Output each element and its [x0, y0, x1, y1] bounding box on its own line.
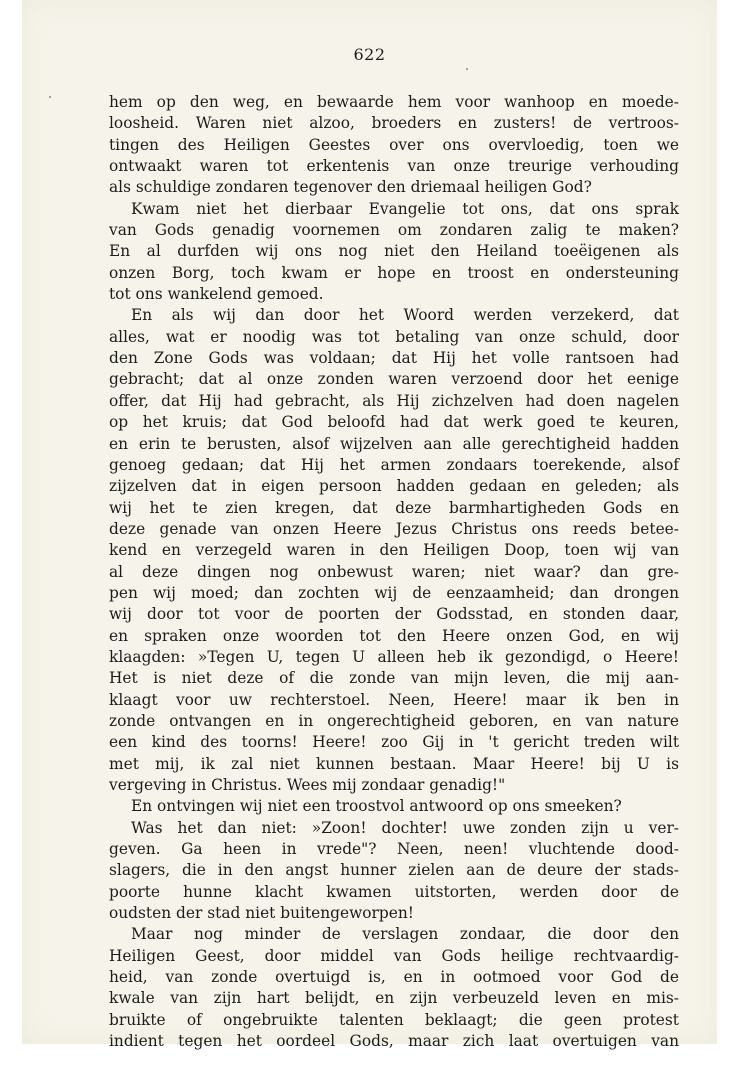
text-line: En al durfden wij ons nog niet den Heiland toeëigenen als: [109, 242, 679, 261]
text-line: alles, wat er noodig was tot betaling van onze schuld, door: [109, 327, 679, 346]
text-line: Het is niet deze of die zonde van mijn leven, die mij aan-: [109, 669, 679, 688]
text-line: slagers, die in den angst hunner zielen aan de deure der stads-: [109, 861, 679, 880]
text-line: klaagt voor uw rechterstoel. Neen, Heere! maar ik ben in: [109, 690, 679, 709]
text-line: Heiligen Geest, door middel van Gods heilige rechtvaardig-: [109, 946, 679, 965]
page-number: 622: [353, 45, 386, 64]
text-line: Kwam niet het dierbaar Evangelie tot ons, dat ons sprak: [131, 199, 679, 218]
text-line: tot ons wankelend gemoed.: [109, 285, 324, 304]
text-line: deze genade van onzen Heere Jezus Christus ons reeds betee-: [109, 519, 679, 538]
book-page: [22, 0, 717, 1051]
text-line: indient tegen het oordeel Gods, maar zich laat overtuigen van: [109, 1032, 679, 1051]
paper-speck: [49, 96, 51, 98]
text-line: wij door tot voor de poorten der Godsstad, en stonden daar,: [109, 605, 679, 624]
text-line: op het kruis; dat God beloofd had dat werk goed te keuren,: [109, 413, 679, 432]
text-line: onzen Borg, toch kwam er hope en troost en ondersteuning: [109, 263, 679, 282]
text-line: gebracht; dat al onze zonden waren verzoend door het eenige: [109, 370, 679, 389]
text-line: En ontvingen wij niet een troostvol antwoord op ons smeeken?: [131, 797, 622, 816]
text-line: kend en verzegeld waren in den Heiligen Doop, toen wij van: [109, 541, 679, 560]
text-line: en spraken onze woorden tot den Heere onzen God, en wij: [109, 626, 679, 645]
text-line: van Gods genadig voornemen om zondaren zalig te maken?: [109, 221, 679, 240]
body-text: [109, 92, 679, 1052]
text-line: poorte hunne klacht kwamen uitstorten, werden door de: [109, 882, 679, 901]
text-line: genoeg gedaan; dat Hij het armen zondaars toerekende, alsof: [109, 455, 679, 474]
text-line: zonde ontvangen en in ongerechtigheid geboren, en van nature: [109, 711, 679, 730]
text-line: hem op den weg, en bewaarde hem voor wanhoop en moede-: [109, 93, 679, 111]
text-line: oudsten der stad niet buitengeworpen!: [109, 904, 414, 923]
text-line: loosheid. Waren niet alzoo, broeders en zusters! de vertroos-: [109, 114, 679, 133]
text-line: ontwaakt waren tot erkentenis van onze treurige verhouding: [109, 157, 679, 176]
text-line: geven. Ga heen in vrede"? Neen, neen! vluchtende dood-: [109, 840, 679, 859]
text-line: zijzelven dat in eigen persoon hadden gedaan en geleden; als: [109, 477, 679, 496]
text-line: klaagden: »Tegen U, tegen U alleen heb ik gezondigd, o Heere!: [109, 647, 679, 666]
text-line: tingen des Heiligen Geestes over ons overvloedig, toen we: [109, 135, 679, 154]
text-line: En als wij dan door het Woord werden verzekerd, dat: [131, 306, 679, 325]
text-line: vergeving in Christus. Wees mij zondaar genadig!": [109, 776, 506, 794]
text-line: een kind des toorns! Heere! zoo Gij in 't gericht treden wilt: [109, 733, 679, 752]
text-line: pen wij moed; dan zochten wij de eenzaamheid; dan drongen: [109, 583, 679, 602]
text-line: kwale van zijn hart belijdt, en zijn verbeuzeld leven en mis-: [109, 989, 679, 1008]
text-line: en erin te berusten, alsof wijzelven aan alle gerechtigheid hadden: [109, 434, 679, 453]
text-line: al deze dingen nog onbewust waren; niet waar? dan gre-: [109, 562, 679, 581]
text-line: offer, dat Hij had gebracht, als Hij zichzelven had doen nagelen: [109, 391, 679, 410]
text-line: heid, van zonde overtuigd is, en in ootmoed voor God de: [109, 968, 679, 987]
text-line: Was het dan niet: »Zoon! dochter! uwe zonden zijn u ver-: [131, 818, 679, 837]
text-line: Maar nog minder de verslagen zondaar, die door den: [131, 925, 679, 944]
text-line: als schuldige zondaren tegenover den driemaal heiligen God?: [109, 178, 592, 197]
paper-speck: [466, 68, 468, 70]
text-line: den Zone Gods was voldaan; dat Hij het volle rantsoen had: [109, 349, 679, 368]
text-line: met mij, ik zal niet kunnen bestaan. Maar Heere! bij U is: [109, 754, 679, 773]
text-line: bruikte of ongebruikte talenten beklaagt; die geen protest: [109, 1010, 679, 1029]
text-line: wij het te zien kregen, dat deze barmhartigheden Gods en: [109, 498, 679, 517]
